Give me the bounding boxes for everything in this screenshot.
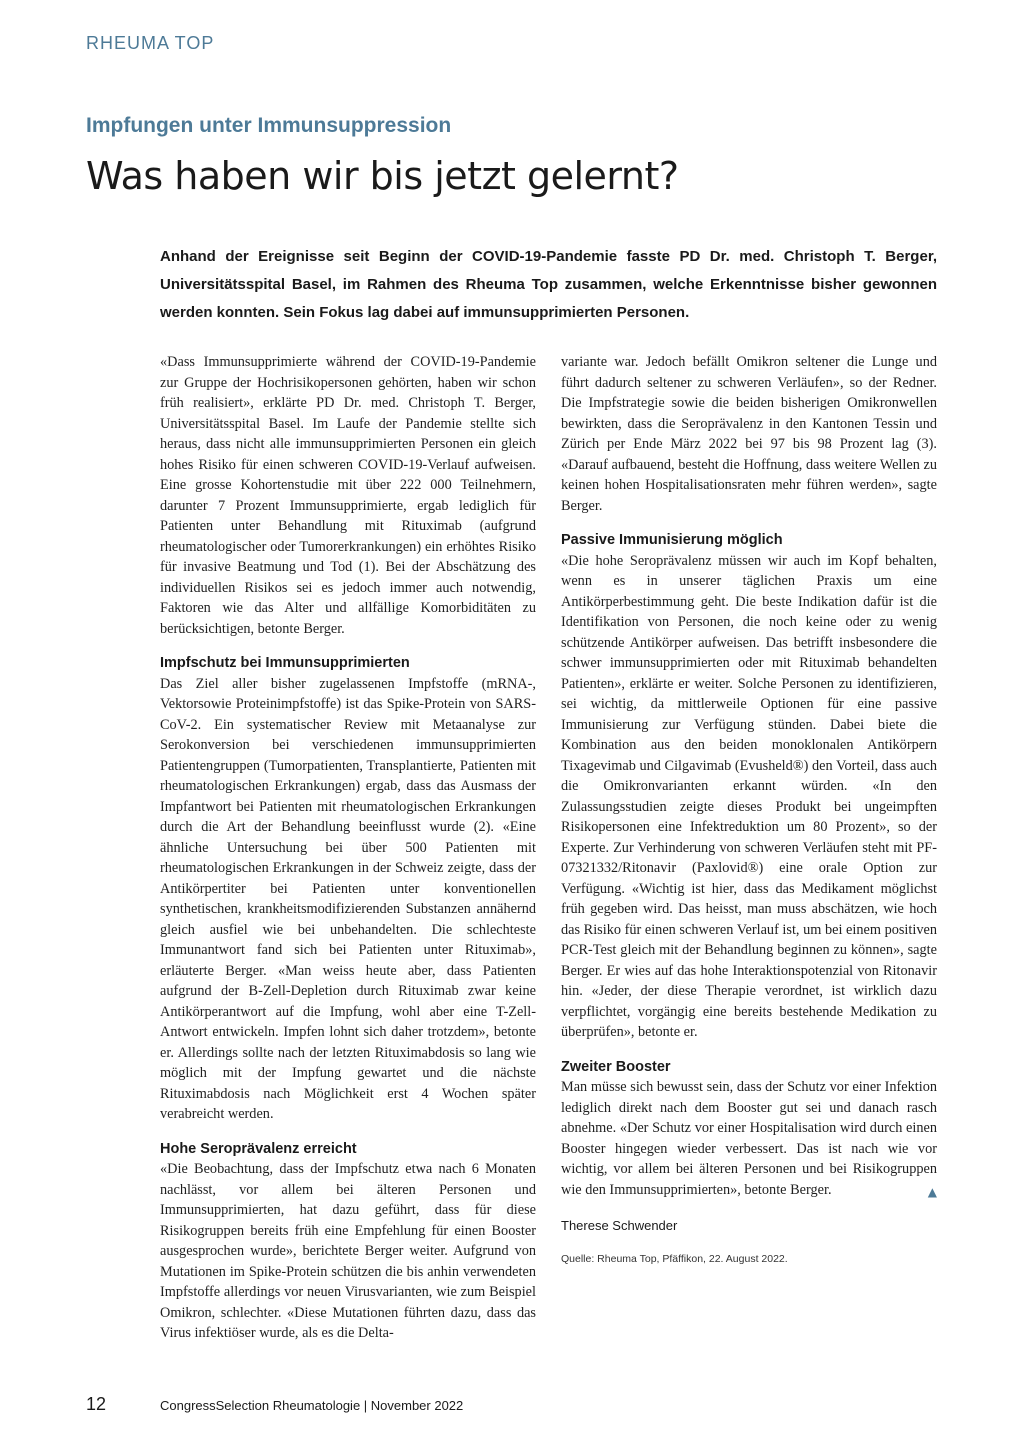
footer-publication: CongressSelection Rheumatologie | November 2022 xyxy=(160,1398,464,1413)
section-text-impfschutz: Das Ziel aller bisher zugelassenen Impfstoffe (mRNA-, Vektorsowie Proteinimpfstoffe) ist das Spike-Protein von SARS-CoV-2. Ein systematischer Review mit Metaanalyse zur Serokonversion bei verschiedenen immunsupprimierten Patientengruppen (Tumorpatienten, Transplantierte, Patienten mit rheumatologischen Erkrankungen) ergab, dass das Ausmass der Impfantwort bei Patienten mit rheumatologischen Erkrankungen durch die Art der Behandlung beeinflusst wurde (2). «Eine ähnliche Untersuchung bei über 500 Patienten mit rheumatologischen Erkrankungen in der Schweiz zeigte, dass der Antikörpertiter bei Patienten unter konventionellen synthetischen, krankheitsmodifizierenden Substanzen annähernd gleich ausfiel wie bei unbehandelten. Die schlechteste Immunantwort fand sich bei Patienten unter Rituximab», erläuterte Berger. «Man weiss heute aber, dass Patienten aufgrund der B-Zell-Depletion durch Rituximab zwar keine Antikörperantwort auf die Impfung, wohl aber eine T-Zell-Antwort entwickeln. Impfen lohnt sich daher trotzdem», betonte er. Allerdings sollte nach der letzten Rituximabdosis so lang wie möglich mit der Impfung gewartet und die nächste Rituximabdosis nach Möglichkeit erst 4 Wochen später verabreicht werden. xyxy=(160,675,536,1122)
section-heading-impfschutz: Impfschutz bei Immunsupprimierten xyxy=(160,655,410,671)
section-heading-seropraevalenz: Hohe Seroprävalenz erreicht xyxy=(160,1140,357,1157)
section-heading-zweiter-booster: Zweiter Booster xyxy=(561,1058,671,1075)
section-text-seropraevalenz-part1: «Die Beobachtung, dass der Impfschutz etwa nach 6 Monaten nachlässt, vor allem bei älteren Personen und Immunsupprimierten, hat dazu geführt, dass für diese Risikogruppen bereits früh eine Empfehlung für einen Booster ausgesprochen wurde», berichtete Berger weiter. Aufgrund von Mutationen im Spike-Protein schützen die bis anhin verwendeten Impfstoffe allerdings vor neuen Virusvarianten, wie zum Beispiel Omikron, schlechter. «Diese Mutationen führten dazu, dass das Virus infektiöser wurde, als es die Delta- xyxy=(160,1161,536,1341)
page-number: 12 xyxy=(86,1394,107,1414)
article-lead: Anhand der Ereignisse seit Beginn der COVID-19-Pandemie fasste PD Dr. med. Christoph T. Berger, Universitätsspital Basel, im Rahmen des Rheuma Top zusammen, welche Erkenntnisse bisher gewonnen werden konnten. Sein Fokus lag dabei auf immunsupprimierten Personen. xyxy=(160,248,937,321)
section-label: RHEUMA TOP xyxy=(86,33,215,53)
column-left xyxy=(160,352,536,1344)
end-triangle-icon: ▲ xyxy=(927,1185,937,1199)
section-heading-passive-immunisierung: Passive Immunisierung möglich xyxy=(561,532,783,548)
article-kicker: Impfungen unter Immunsuppression xyxy=(86,114,452,137)
author-name: Therese Schwender xyxy=(561,1218,678,1233)
section-text-zweiter-booster: Man müsse sich bewusst sein, dass der Schutz vor einer Infektion lediglich direkt nach dem Booster gut sei und danach rasch abnehme. «Der Schutz vor einer Hospitalisation wird durch einen Booster hingegen wieder verbessert. Das ist nach wie vor wichtig, vor allem bei älteren Personen und bei Risikogruppen wie den Immunsupprimierten», betonte Berger. xyxy=(561,1079,937,1198)
column-right xyxy=(561,352,937,1269)
source-note: Quelle: Rheuma Top, Pfäffikon, 22. August 2022. xyxy=(561,1252,788,1265)
article-title: Was haben wir bis jetzt gelernt? xyxy=(86,154,679,198)
section-text-passive-immunisierung: «Die hohe Seroprävalenz müssen wir auch im Kopf behalten, wenn es in unserer täglichen Praxis um eine Antikörperbestimmung geht. Die beste Indikation dafür ist die Identifikation von Personen, die noch keine oder zu wenig schützende Antikörper aufweisen. Das betrifft insbesondere die schwer immunsupprimierten oder mit Rituximab behandelten Patienten», erklärte er weiter. Solche Personen zu identifizieren, sei wichtig, da mittlerweile Optionen für eine passive Immunisierung zur Verfügung stünden. Dabei biete die Kombination aus den beiden monoklonalen Antikörpern Tixagevimab und Cilgavimab (Evusheld®) den Vorteil, dass auch die Omikronvarianten erkannt würden. «In den Zulassungsstudien zeigte dieses Produkt bei ungeimpften Risikopersonen eine Infektreduktion um 80 Prozent», so der Experte. Zur Verhinderung von schweren Verläufen steht mit PF-07321332/Ritonavir (Paxlovid®) eine orale Option zur Verfügung. «Wichtig ist hier, dass das Medikament möglichst früh gegeben wird. Das heisst, man muss abschätzen, wie hoch das Risiko für einen schweren Verlauf ist, um bei einem positiven PCR-Test gleich mit der Behandlung beginnen zu können», sagte Berger. Er wies auf das hohe Interaktionspotenzial von Ritonavir hin. «Jeder, der diese Therapie verordnet, ist wirklich dazu verpflichtet, vorgängig eine bereits bestehende Medikation zu überprüfen», betonte er. xyxy=(561,552,937,1040)
section-text-seropraevalenz-part2: variante war. Jedoch befällt Omikron seltener die Lunge und führt dadurch seltener zu schweren Verläufen», so der Redner. Die Impfstrategie sowie die beiden bisherigen Omikronwellen bewirkten, dass die Seroprävalenz in den Kantonen Tessin und Zürich per Ende März 2022 bei 97 bis 98 Prozent lag (3). «Darauf aufbauend, besteht die Hoffnung, dass weitere Wellen zu keinen hohen Hospitalisationsraten mehr führen werden», sagte Berger. xyxy=(561,354,937,514)
intro-paragraph: «Dass Immunsupprimierte während der COVID-19-Pandemie zur Gruppe der Hochrisikopersonen gehörten, haben wir schon früh realisiert», erklärte PD Dr. med. Christoph T. Berger, Universitätsspital Basel. Im Laufe der Pandemie stellte sich heraus, dass nicht alle immunsupprimierten Personen ein gleich hohes Risiko für einen schweren COVID-19-Verlauf aufweisen. Eine grosse Kohortenstudie mit über 222 000 Teilnehmern, darunter 7 Prozent Immunsupprimierte, ergab lediglich für Patienten unter Behandlung mit Rituximab (aufgrund rheumatologischer oder Tumorerkrankungen) ein erhöhtes Risiko für invasive Beatmung und Tod (1). Bei der Abschätzung des individuellen Risikos sei es jedoch immer auch notwendig, Faktoren wie das Alter und allfällige Komorbiditäten zu berücksichtigen, betonte Berger. xyxy=(160,354,536,637)
